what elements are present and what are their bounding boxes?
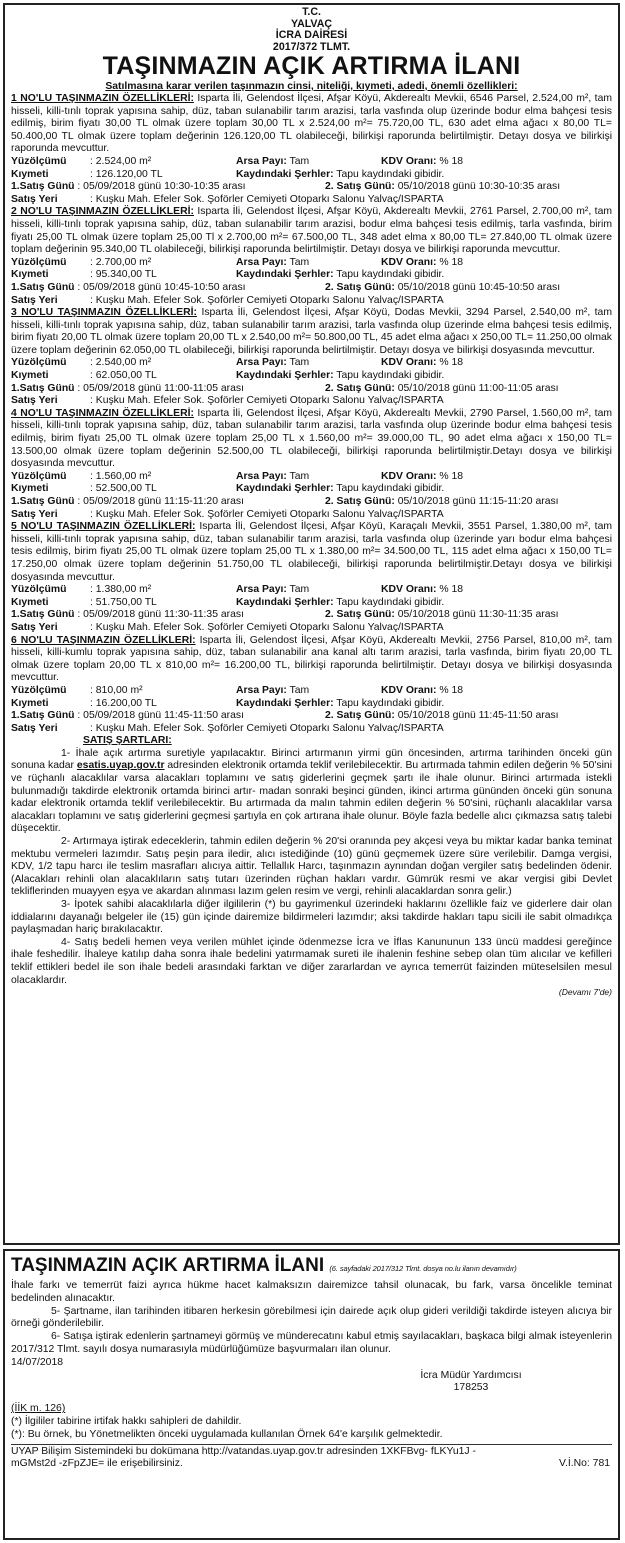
property-block [11,521,612,634]
condition-1-text-b: adresinden elektronik ortamda teklif verilebilecektir. Bu artırmada tahmin edilen değerin % 50'sini ve rüçhanlı alacaklılar varsa alacakları toplamını ve satış giderlerini geçmek şartı ile ihale olunur. Birinci artırmada istekli bulunmadığı takdirde elektronik ortamda birinci artır- madan sonraki beşinci günden, ikinci artırma gününden önceki gün sonuna kadar elektronik ortamda teklif verilebilecektir. Bu artırmada da malın tahmin edilen değerin % 50'sini, rüçhanlı alacaklılar varsa alacakları toplamını ve satış giderlerini geçmesi şartıyla en çok artırana ihale olunur. Böyle fazla bedelle alıcı çıkmazsa satış talebi düşecektir. [11,760,613,835]
sale-dates-row [11,181,612,194]
area-value: : 2.700,00 m² [90,256,152,268]
sale-place-row [11,509,612,522]
property-block [11,206,612,307]
registry-field [236,483,444,496]
share-label: Arsa Payı: [236,584,287,596]
area-value: : 1.560,00 m² [90,470,152,482]
sale-1-field [11,710,244,723]
place-value: : Kuşku Mah. Efeler Sok. Şoförler Cemiyeti Otoparkı Salonu Yalvaç/ISPARTA [90,508,444,520]
place-value: : Kuşku Mah. Efeler Sok. Şoförler Cemiyeti Otoparkı Salonu Yalvaç/ISPARTA [90,722,444,734]
page-title: TAŞINMAZIN AÇIK ARTIRMA İLANI [102,52,521,80]
header-town: YALVAÇ [290,17,332,30]
sale-2-date: 05/10/2018 günü 11:45-11:50 arası [397,710,559,722]
sale-2-date: 05/10/2018 günü 11:15-11:20 arası [397,496,559,507]
condition-1 [11,748,612,836]
registry-label: Kaydındaki Şerhler: [236,370,334,382]
property-description [11,408,612,471]
value-amount: : 126.120,00 TL [90,168,163,180]
kdv-value: % 18 [439,256,464,268]
kdv-label: KDV Oranı: [381,357,437,369]
notice-part-2 [3,1249,620,1540]
sale-2-field [325,710,559,723]
kdv-field [381,357,463,370]
share-label: Arsa Payı: [236,684,287,696]
value-label: Kıymeti [11,483,49,495]
esatis-link[interactable]: esatis.uyap.gov.tr [76,760,165,772]
sale-1-field [11,282,246,295]
share-value: Tam [289,584,310,596]
property-value-row [11,169,612,182]
condition-2: 2- Artırmaya iştirak edeceklerin, tahmin edilen değerin % 20'si oranında pey akçesi veya bu miktar kadar banka teminat mektubu vermeleri lazımdır. Satış peşin para iledir, alıcı istediğinde (10) günü geçmemek üzere süre verilebilir. Damga vergisi, KDV, 1/2 tapu harcı ile teslim masrafları alıcıya aittir. Tellallık Harcı, taşınmazın aynından doğan vergiler satış bedelinden ödenir. (Alacakları rehinli olan alacaklıların satış tutarı üzerinden rüçhan hakları vardır. Gümrük resmi ve akar vergisi gibi Devlet tekliflerinden muayyen eşya ve akardan alınması lazım gelen resim ve vergi, rehinli alacaklardan sonra gelir.) [11,836,612,898]
value-amount: : 16.200,00 TL [90,697,157,709]
property-title: 6 NO'LU TAŞINMAZIN ÖZELLİKLERİ: [11,634,196,646]
sale-2-label: 2. Satış Günü: [325,496,395,507]
property-title: 3 NO'LU TAŞINMAZIN ÖZELLİKLERİ: [11,307,197,319]
property-area-row [11,584,612,597]
property-area-row [11,257,612,270]
share-value: Tam [289,684,310,696]
property-description [11,93,612,156]
place-value: : Kuşku Mah. Efeler Sok. Şoförler Cemiyeti Otoparkı Salonu Yalvaç/ISPARTA [90,621,444,633]
share-value: Tam [289,155,310,167]
property-title: 2 NO'LU TAŞINMAZIN ÖZELLİKLERİ: [11,206,194,218]
share-field [236,156,309,169]
area-label: Yüzölçümü [11,357,67,369]
footnote-1: (*) İlgililer tabirine irtifak hakkı sahipleri de dahildir. [11,1415,242,1427]
registry-value: Tapu kaydındaki gibidir. [336,370,445,382]
kdv-label: KDV Oranı: [381,584,437,596]
property-title: 4 NO'LU TAŞINMAZIN ÖZELLİKLERİ: [11,407,194,419]
sale-1-label: 1.Satış Günü [11,496,75,507]
registry-label: Kaydındaki Şerhler: [236,269,334,281]
conditions-heading: SATIŞ ŞARTLARI: [83,735,172,747]
area-value: : 810,00 m² [90,684,143,696]
value-label: Kıymeti [11,697,49,709]
registry-value: Tapu kaydındaki gibidir. [336,269,445,281]
law-reference: (İİK m. 126) [11,1403,66,1415]
sale-2-label: 2. Satış Günü: [325,710,395,722]
uyap-access-line-2 [11,1458,612,1471]
value-amount: : 51.750,00 TL [90,596,157,608]
area-value: : 2.524,00 m² [90,155,152,167]
sale-2-field [325,496,559,509]
header-office: İCRA DAİRESİ [275,29,348,41]
property-description [11,206,612,256]
registry-field [236,597,444,610]
registry-field [236,169,444,182]
continued-note: (Devamı 7'de) [558,987,612,998]
sale-1-label: 1.Satış Günü [11,710,75,722]
share-label: Arsa Payı: [236,357,287,369]
sale-2-field [325,181,560,194]
sale-2-date: 05/10/2018 günü 11:00-11:05 arası [397,382,559,394]
place-label: Satış Yeri [11,294,58,306]
value-label: Kıymeti [11,370,49,382]
share-field [236,357,309,370]
value-amount: : 52.500,00 TL [90,483,157,495]
continuation-paragraph: İhale farkı ve temerrüt faizi ayrıca hükme hacet kalmaksızın dairemizce tahsil olunacak, bu fark, varsa öncelikle teminat bedelinden alınacaktır. [11,1280,612,1304]
place-label: Satış Yeri [11,722,58,734]
kdv-label: KDV Oranı: [381,155,437,167]
kdv-value: % 18 [439,584,464,596]
property-value-row [11,370,612,383]
sale-2-label: 2. Satış Günü: [325,382,395,394]
sale-1-date: : 05/09/2018 günü 10:45-10:50 arası [77,281,246,293]
sale-2-date: 05/10/2018 günü 10:45-10:50 arası [397,281,561,293]
kdv-label: KDV Oranı: [381,470,437,482]
kdv-label: KDV Oranı: [381,684,437,696]
header-tc: T.C. [302,6,321,18]
sale-1-field [11,383,244,396]
sale-1-field [11,496,244,509]
value-amount: : 62.050,00 TL [90,370,157,382]
kdv-label: KDV Oranı: [381,256,437,268]
share-field [236,471,309,484]
sale-place-row [11,723,612,736]
share-field [236,584,309,597]
share-label: Arsa Payı: [236,155,287,167]
share-value: Tam [289,256,310,268]
signer-number: 178253 [453,1382,489,1394]
kdv-value: % 18 [439,684,464,696]
property-list [11,93,612,735]
continuation-title-text: TAŞINMAZIN AÇIK ARTIRMA İLANI [11,1255,325,1276]
notice-part-1 [3,3,620,1245]
sale-dates-row [11,282,612,295]
property-details: Isparta İli, Gelendost İlçesi, Afşar Köyü, Akderealtı Mevkii, 6546 Parsel, 2.524,00 m², tam hisseli, killi-tınlı toprak yapısına sahip, düz, taban sulanabilir tarım arazisi, tarla vasfında olup üzerinde bodur elma bahçesi tesis edilmiş, birim fiyatı 30,00 TL olmak üzere toplam 30,00 TL x 2.524,00 m²= 75.720,00 TL, 630 adet elma ağacı x 80,00 TL= 50.400,00 TL olmak üzere toplam değerinin 126.120,00 TL olabileceği, bilirkişi raporunda belirtilmiştir. Detayı dosya ve bilirkişi raporunda mevcuttur. [11,93,612,155]
registry-label: Kaydındaki Şerhler: [236,697,334,709]
property-description [11,307,612,357]
property-description [11,521,612,584]
place-value: : Kuşku Mah. Efeler Sok. Şoförler Cemiyeti Otoparkı Salonu Yalvaç/ISPARTA [90,395,444,407]
sale-place-row [11,194,612,207]
notice-date: 14/07/2018 [11,1356,64,1368]
announcement-id: V.İ.No: 781 [558,1458,610,1470]
sale-2-field [325,609,559,622]
sale-1-field [11,181,246,194]
area-label: Yüzölçümü [11,155,67,167]
uyap-access-code: mGMst2d -zFpZJE= ile erişebilirsiniz. [11,1458,183,1470]
area-label: Yüzölçümü [11,584,67,596]
sale-place-row [11,622,612,635]
area-value: : 2.540,00 m² [90,357,152,369]
value-label: Kıymeti [11,168,49,180]
share-field [236,685,309,698]
property-title: 5 NO'LU TAŞINMAZIN ÖZELLİKLERİ: [11,521,196,533]
area-label: Yüzölçümü [11,256,67,268]
value-label: Kıymeti [11,269,49,281]
kdv-field [381,257,463,270]
sale-1-date: : 05/09/2018 günü 11:15-11:20 arası [77,496,244,507]
property-description [11,635,612,685]
sale-1-label: 1.Satış Günü [11,281,75,293]
registry-field [236,698,444,711]
property-details: Isparta İli, Gelendost İlçesi, Afşar Köyü, Dodas Mevkii, 3294 Parsel, 2.540,00 m², tam hisseli, killi-tınlı toprak yapısına sahip, düz, taban sulanabilir tarım arazisi, tarla vasfında olup üzerinde elma bahçesi tesis edilmiş, birim fiyatı 20,00 TL olmak üzere toplam 20,00 TL x 2.540,00 m²= 50.800,00 TL, 45 adet elma ağacı x 250,00 TL= 11.250,00 olmak üzere toplam değerinin 62.050,00 TL olabileceği, bilirkişi raporunda belirtilmiştir. Detayı dosya ve bilirkişi dosyasında mevcuttur. [11,307,612,356]
sale-1-label: 1.Satış Günü [11,382,75,394]
place-value: : Kuşku Mah. Efeler Sok. Şoförler Cemiyeti Otoparkı Salonu Yalvaç/ISPARTA [90,294,444,306]
area-value: : 1.380,00 m² [90,584,152,596]
place-value: : Kuşku Mah. Efeler Sok. Şoförler Cemiyeti Otoparkı Salonu Yalvaç/ISPARTA [90,193,444,205]
share-value: Tam [289,357,310,369]
footnote-2: (*): Bu örnek, bu Yönetmelikten önceki uygulamada kullanılan Örnek 64'e karşılık gelmektedir. [11,1428,443,1440]
divider [11,1444,612,1445]
sale-dates-row [11,710,612,723]
sale-2-date: 05/10/2018 günü 10:30-10:35 arası [397,181,561,193]
signer-title: İcra Müdür Yardımcısı [420,1369,522,1381]
property-area-row [11,685,612,698]
registry-label: Kaydındaki Şerhler: [236,483,334,495]
registry-value: Tapu kaydındaki gibidir. [336,596,445,608]
place-label: Satış Yeri [11,508,58,520]
sale-2-field [325,383,559,396]
kdv-field [381,471,463,484]
share-field [236,257,309,270]
continuation-title [11,1255,612,1280]
property-details: Isparta İli, Gelendost İlçesi, Afşar Köyü, Akderealtı Mevkii, 2761 Parsel, 2.700,00 m², tam hisseli, killi-tınlı toprak yapısına sahip, düz, taban sulanabilir tarım arazisi, bodur elma bahçesi tesis edilmiş, tarla vasfında, birim fiyatı 25,00 TL olmak üzere toplam 25,00 Tl x 2.700,00 m²= 67.500,00 TL, 348 adet elma x 80,00 TL= 27.840,00 TL olmak üzere toplam değerinin 95.340,00 TL olabileceği, bilirkişi raporunda belirtilmiştir. Detayı dosya ve bilirkişi raporunda mevcuttur. [11,206,612,256]
sale-1-field [11,609,244,622]
property-block [11,93,612,206]
property-area-row [11,471,612,484]
sale-place-row [11,295,612,308]
share-label: Arsa Payı: [236,470,287,482]
kdv-field [381,584,463,597]
place-label: Satış Yeri [11,621,58,633]
sale-2-label: 2. Satış Günü: [325,181,395,193]
sale-1-label: 1.Satış Günü [11,609,75,621]
place-label: Satış Yeri [11,395,58,407]
page-subtitle: Satılmasına karar verilen taşınmazın cinsi, niteliği, kıymeti, adedi, önemli özellikleri: [105,81,518,92]
value-amount: : 95.340,00 TL [90,269,157,281]
condition-3: 3- İpotek sahibi alacaklılarla diğer ilgililerin (*) bu gayrimenkul üzerindeki haklarını özellikle faiz ve giderlere dair olan iddialarını dayanağı belgeler ile (15) gün içinde dairemize bildirmeleri lazımdır; aksi takdirde hakları tapu sicili ile sabit olmadıkça paylaşmadan hariç bırakılacaktır. [11,899,612,936]
property-value-row [11,483,612,496]
sale-1-label: 1.Satış Günü [11,181,75,193]
registry-label: Kaydındaki Şerhler: [236,168,334,180]
sale-2-label: 2. Satış Günü: [325,609,395,621]
sale-2-field [325,282,560,295]
sale-2-label: 2. Satış Günü: [325,281,395,293]
sale-dates-row [11,496,612,509]
registry-field [236,269,444,282]
property-block [11,307,612,408]
sale-1-date: : 05/09/2018 günü 11:45-11:50 arası [77,710,244,722]
kdv-value: % 18 [439,470,464,482]
property-details: Isparta İli, Gelendost İlçesi, Afşar Köyü, Akderealtı Mevkii, 2756 Parsel, 810,00 m², tam hisseli, killi-kumlu toprak yapısına sahip, düz, taban sulanabilir ana kanal altı tarım arazisi, tarla vasfında, birim fiyatı 20,00 TL olmak üzere toplam 20,00 TL x 810,00 m²= 16.200,00 TL, bilirkişi raporunda belirtilmiştir. Detayı dosya ve bilirkişi dosyasında mevcuttur. [11,634,612,684]
sale-1-date: : 05/09/2018 günü 11:30-11:35 arası [77,609,244,621]
registry-value: Tapu kaydındaki gibidir. [336,168,445,180]
sale-place-row [11,395,612,408]
property-value-row [11,269,612,282]
kdv-field [381,156,463,169]
property-area-row [11,357,612,370]
sale-dates-row [11,383,612,396]
property-details: Isparta İli, Gelendost İlçesi, Afşar Köyü, Akderealtı Mevkii, 2790 Parsel, 1.560,00 m², tam hisseli, killi-tınlı toprak yapısına sahip, düz, taban sulanabilir tarım arazisi, tarla vasfında olup üzerinde bodur elma bahçesi tesis edilmiş, birim fiyatı 25,00 TL olmak üzere toplam 25,00 TL x 1.560,00 m²= 39.000,00 TL, 90 adet elma ağacı x 150,00 TL= 13.500,00 olmak üzere toplam değerinin 52.500,00 TL olabileceği, bilirkişi raporunda belirtilmiştir.Detayı dosya ve bilirkişi dosyasında mevcuttur. [11,407,612,470]
value-label: Kıymeti [11,596,49,608]
property-details: Isparta İli, Gelendost İlçesi, Afşar Köyü, Karaçalı Mevkii, 3551 Parsel, 1.380,00 m², tam hisseli, killi-tınlı toprak yapısına sahip, düz, taban sulanabilir tarım arazisi, tarla vasfında olup üzerinde yarı bodur elma bahçesi tesis edilmiş, birim fiyatı 25,00 TL olmak üzere toplam 25,00 TL x 1.380,00 m²= 34.500,00 TL, 115 adet elma ağacı x 150,00 TL= 17.250,00 olmak üzere toplam değerinin 51.750,00 TL olabileceği, bilirkişi raporunda belirtilmiştir.Detayı dosya ve bilirkişi dosyasında mevcuttur. [11,521,612,583]
area-label: Yüzölçümü [11,684,67,696]
area-label: Yüzölçümü [11,470,67,482]
property-block [11,635,612,736]
continuation-note: (6. sayfadaki 2017/312 Tlmt. dosya no.lu ilanın devamıdır) [329,1264,517,1273]
condition-1-text-a: 1- İhale açık artırma suretiyle yapılacaktır. Birinci artırmanın yirmi gün öncesinden, artırma tarihinden önceki gün sonuna kadar [11,747,612,772]
sale-2-date: 05/10/2018 günü 11:30-11:35 arası [397,609,559,621]
share-label: Arsa Payı: [236,256,287,268]
header-file-no: 2017/372 TLMT. [272,40,351,53]
sale-1-date: : 05/09/2018 günü 10:30-10:35 arası [77,181,246,193]
registry-label: Kaydındaki Şerhler: [236,596,334,608]
condition-5: 5- Şartname, ilan tarihinden itibaren herkesin görebilmesi için dairede açık olup gideri verildiği takdirde isteyen alıcıya bir örneği gönderilebilir. [11,1305,612,1330]
uyap-access-line-1[interactable]: UYAP Bilişim Sistemindeki bu dokümana http://vatandas.uyap.gov.tr adresinden 1XKFBvg- fLKYu1J - [11,1445,476,1457]
kdv-field [381,685,463,698]
kdv-value: % 18 [439,155,464,167]
place-label: Satış Yeri [11,193,58,205]
registry-value: Tapu kaydındaki gibidir. [336,483,445,495]
condition-4: 4- Satış bedeli hemen veya verilen mühlet içinde ödenmezse İcra ve İflas Kanununun 133 üncü maddesi gereğince ihale feshedilir. İhaleye katılıp daha sonra ihale bedelini yatırmamak sureti ile ihalenin feshine sebep olan tüm alıcılar ve kefilleri teklif ettikleri bedel ile son ihale bedeli arasındaki farktan ve diğer zararlardan ve ayrıca temerrüt faizinden müteselsilen mesul olacaklardır. [11,936,612,986]
registry-value: Tapu kaydındaki gibidir. [336,697,445,709]
property-value-row [11,698,612,711]
property-value-row [11,597,612,610]
property-block [11,408,612,521]
sale-dates-row [11,609,612,622]
registry-field [236,370,444,383]
property-area-row [11,156,612,169]
share-value: Tam [289,470,310,482]
sale-1-date: : 05/09/2018 günü 11:00-11:05 arası [77,382,244,394]
condition-6: 6- Satışa iştirak edenlerin şartnameyi görmüş ve münderecatını kabul etmiş sayılacakları, başkaca bilgi almak isteyenlerin 2017/312 Tlmt. sayılı dosya numarasıyla müdürlüğümüze başvurmaları ilan olunur. [11,1331,612,1355]
property-title: 1 NO'LU TAŞINMAZIN ÖZELLİKLERİ: [11,93,194,104]
kdv-value: % 18 [439,357,464,369]
